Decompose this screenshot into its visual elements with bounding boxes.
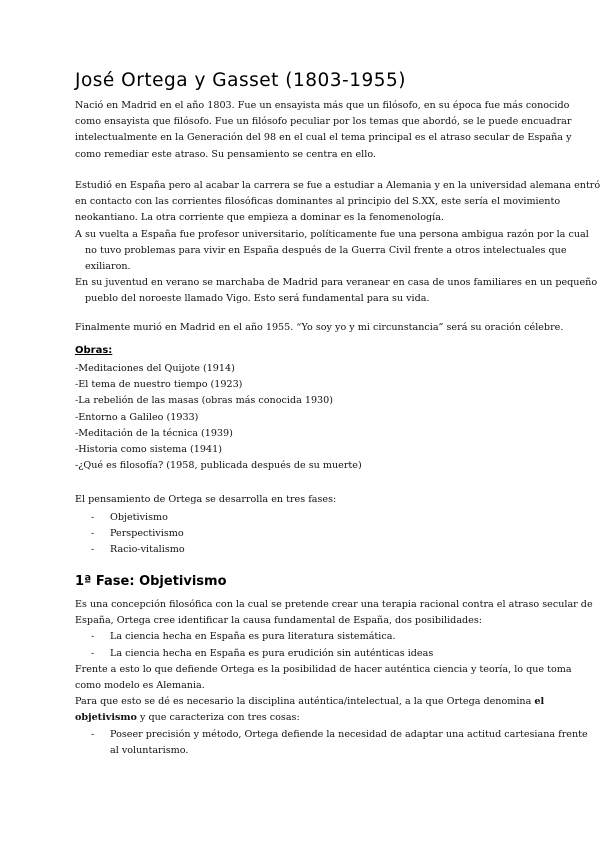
list-item: - Racio-vitalismo xyxy=(91,544,185,556)
list-item: -Entorno a Galileo (1933) xyxy=(75,411,199,423)
text-line: neokantiano. La otra corriente que empieza a dominar es la fenomenología. xyxy=(75,212,444,224)
page-title: José Ortega y Gasset (1803-1955) xyxy=(75,70,407,91)
text-line: intelectualmente en la Generación del 98 en el cual el tema principal es el atraso secular de España y xyxy=(75,132,572,144)
deficiency-list xyxy=(75,629,530,661)
section1-body xyxy=(75,597,593,759)
phases-list xyxy=(75,510,530,559)
list-item: - Objetivismo xyxy=(91,512,168,523)
obras-heading: Obras: xyxy=(75,345,113,356)
text-line: España, Ortega cree identificar la causa fundamental de España, dos posibilidades: xyxy=(75,615,483,627)
text-line: Finalmente murió en Madrid en el año 1955. “Yo soy yo y mi circunstancia” será su oración célebre. xyxy=(75,322,564,333)
list-item: -La rebelión de las masas (obras más conocida 1930) xyxy=(75,395,334,407)
text-line: pueblo del noroeste llamado Vigo. Esto será fundamental para su vida. xyxy=(85,293,430,305)
text-line: como remediar este atraso. Su pensamiento se centra en ello. xyxy=(75,148,376,160)
section-heading: 1ª Fase: Objetivismo xyxy=(75,574,227,589)
text-line: como ensayista que filósofo. Fue un filósofo peculiar por los temas que abordó, se le puede encuadrar xyxy=(75,116,572,128)
list-item: -Meditaciones del Quijote (1914) xyxy=(75,363,235,374)
list-item: -¿Qué es filosofía? (1958, publicada después de su muerte) xyxy=(75,460,362,472)
text-line: En su juventud en verano se marchaba de Madrid para veranear en casa de unos familiares en un pequeño xyxy=(75,277,598,289)
text-line: Frente a esto lo que defiende Ortega es la posibilidad de hacer auténtica ciencia y teoría, lo que toma xyxy=(75,663,572,675)
obras-list xyxy=(75,361,530,474)
list-item: - Perspectivismo xyxy=(91,528,184,540)
text-line: Nació en Madrid en el año 1803. Fue un ensayista más que un filósofo, en su época fue más conocido xyxy=(75,100,570,111)
list-item: -El tema de nuestro tiempo (1923) xyxy=(75,379,243,391)
phases-intro xyxy=(75,492,530,508)
list-item: - La ciencia hecha en España es pura erudición sin auténticas ideas xyxy=(91,647,434,659)
text-line: Es una concepción filosófica con la cual se pretende crear una terapia racional contra el atraso secular de xyxy=(75,599,593,610)
list-item: al voluntarismo. xyxy=(110,744,189,756)
death-paragraph xyxy=(75,320,564,336)
text-line: El pensamiento de Ortega se desarrolla en tres fases: xyxy=(75,494,337,505)
list-item: - La ciencia hecha en España es pura literatura sistemática. xyxy=(91,631,396,643)
list-item: -Historia como sistema (1941) xyxy=(75,444,222,456)
text-line: Para que esto se dé es necesario la disciplina auténtica/intelectual, a la que Ortega denomina el xyxy=(75,696,545,708)
text-line: no tuvo problemas para vivir en España después de la Guerra Civil frente a otros intelectuales que xyxy=(85,244,567,256)
characteristics-list xyxy=(75,727,588,759)
bio-paragraph xyxy=(75,178,600,308)
list-item: -Meditación de la técnica (1939) xyxy=(75,427,233,439)
intro-paragraph xyxy=(75,98,572,163)
list-item: - Poseer precisión y método, Ortega defiende la necesidad de adaptar una actitud cartesiana frente xyxy=(91,728,588,740)
text-line: exiliaron. xyxy=(85,261,131,273)
text-line: A su vuelta a España fue profesor universitario, políticamente fue una persona ambigua razón por la cual xyxy=(75,228,589,240)
text-line: en contacto con las corrientes filosóficas dominantes al principio del S.XX, este sería el movimiento xyxy=(75,196,561,208)
text-line: objetivismo y que caracteriza con tres cosas: xyxy=(75,712,300,724)
text-line: como modelo es Alemania. xyxy=(75,680,205,692)
text-line: Estudió en España pero al acabar la carrera se fue a estudiar a Alemania y en la universidad alemana entró xyxy=(75,180,600,191)
